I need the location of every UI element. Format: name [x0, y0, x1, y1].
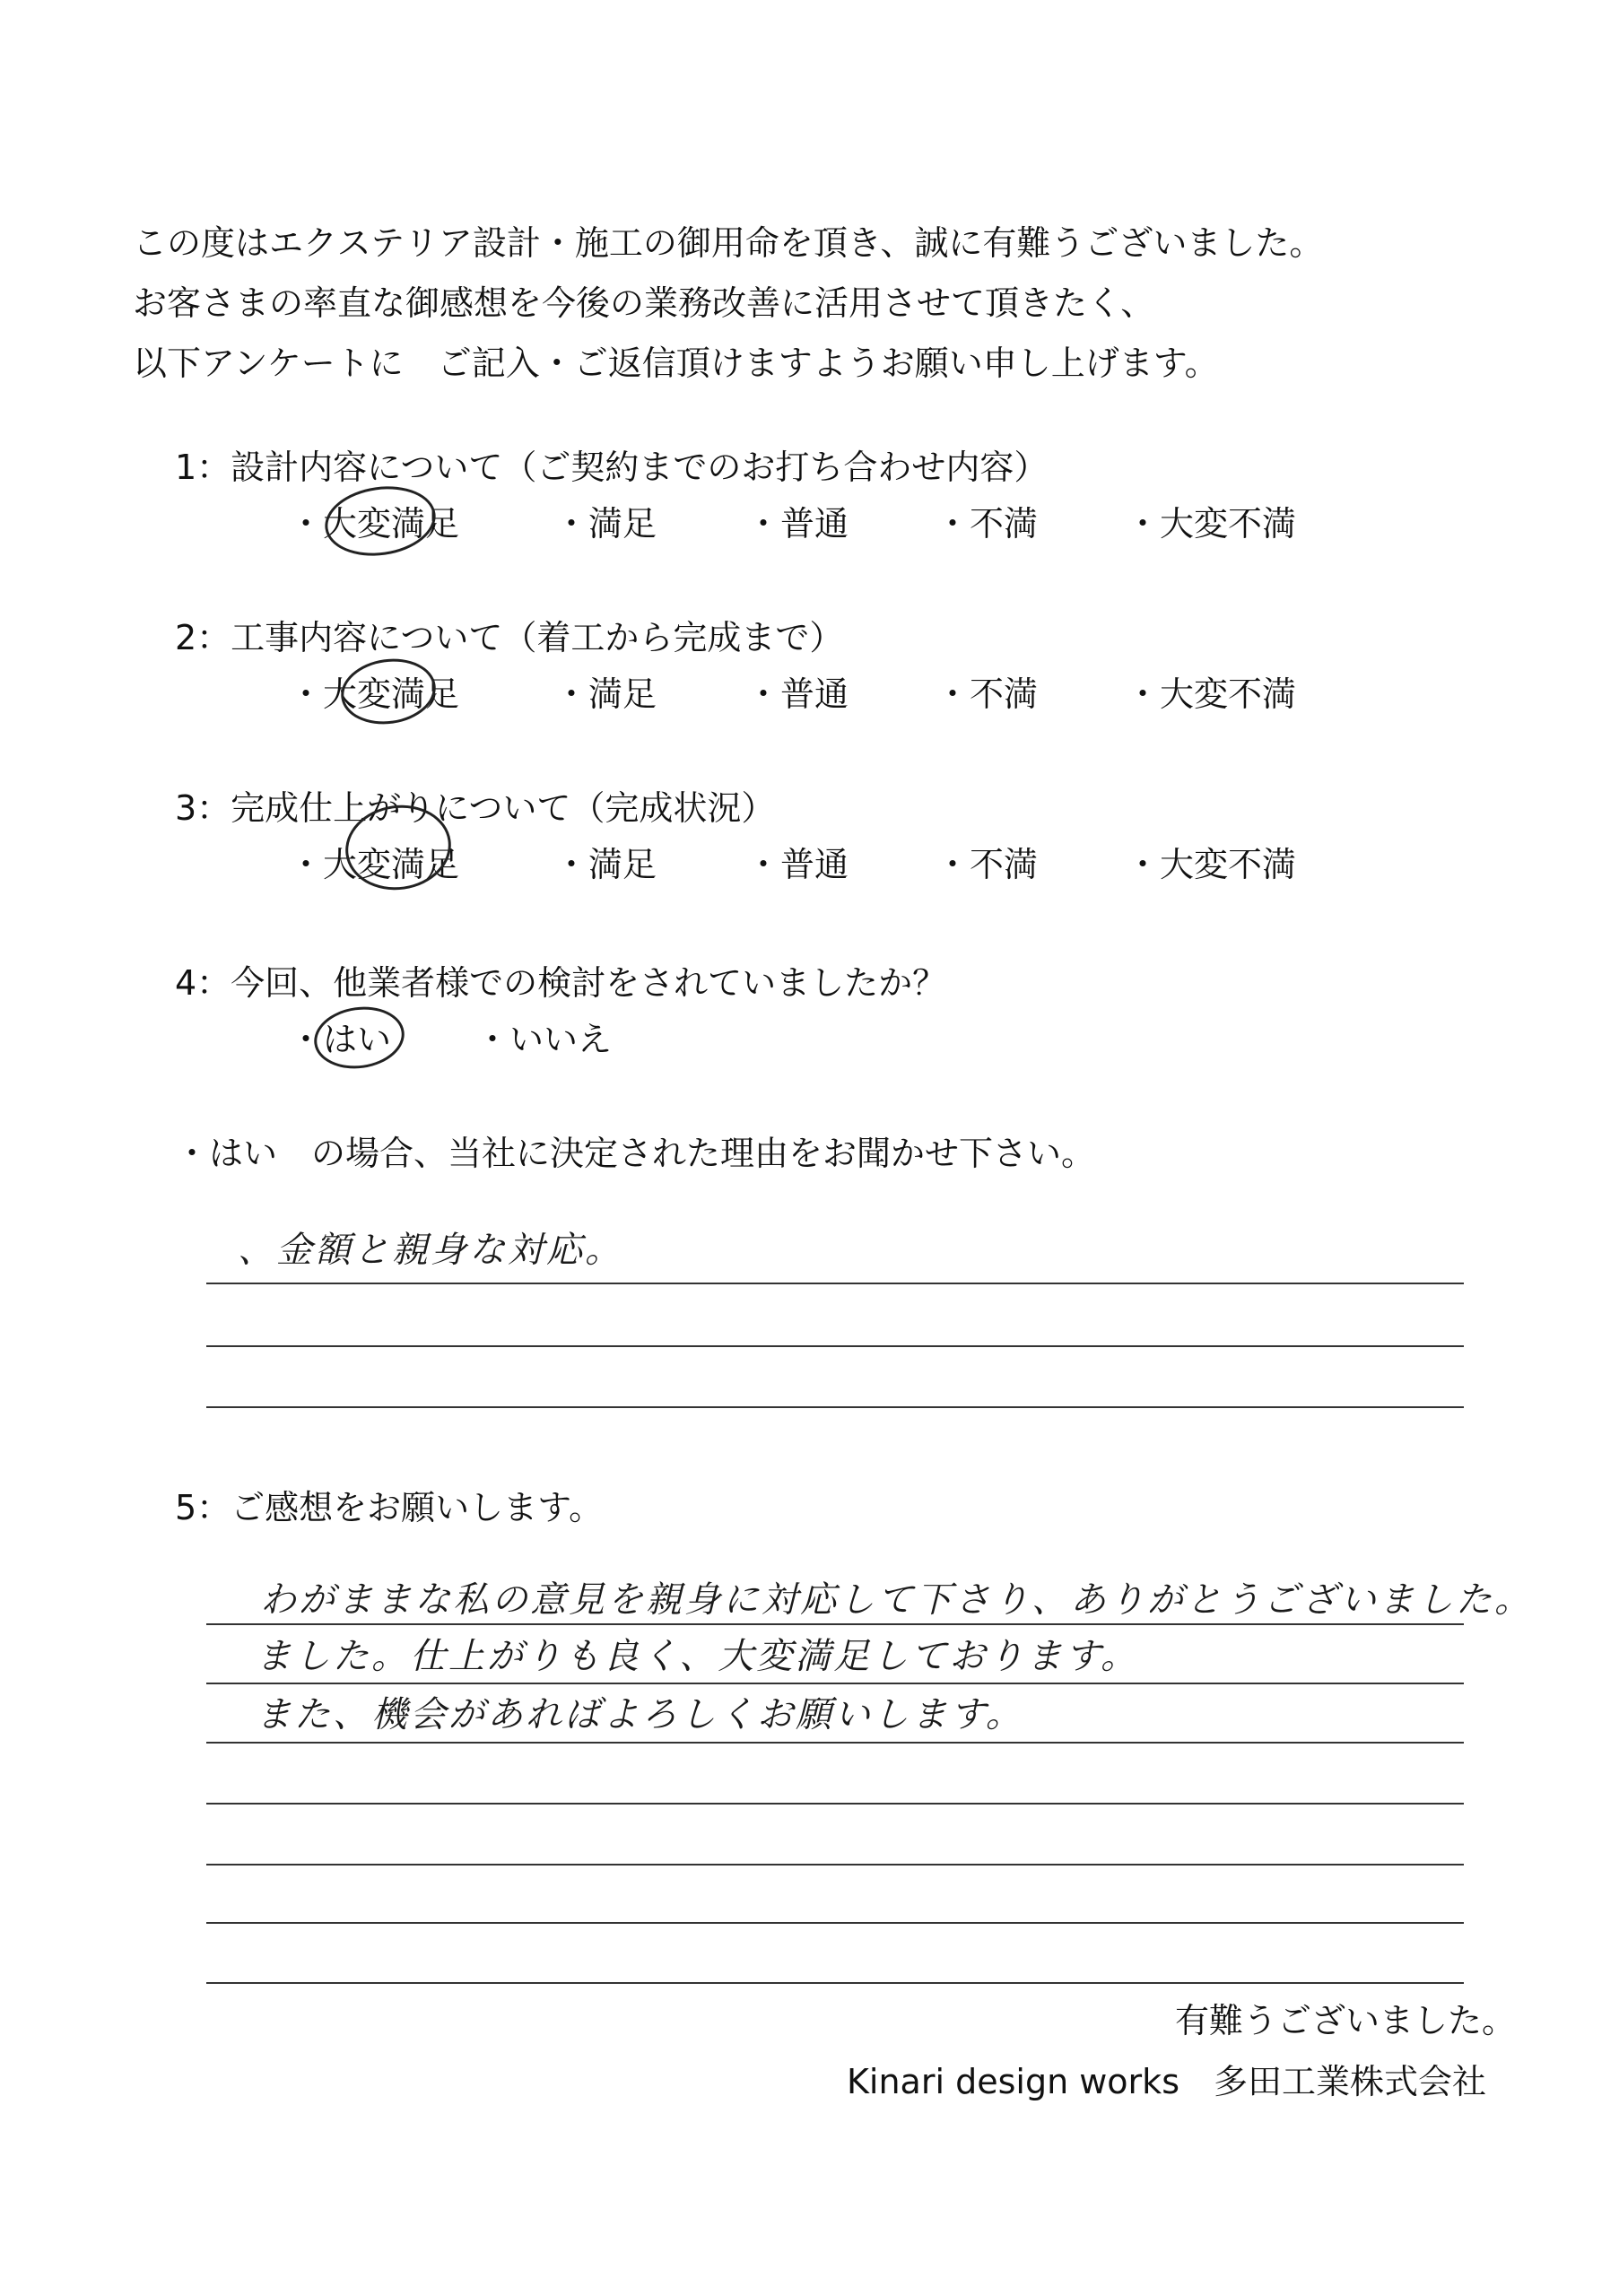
q3-option-very-satisfied[interactable]: ・大変満足 — [289, 845, 460, 884]
answer-line-1 — [206, 1623, 1464, 1625]
q2-option-satisfied[interactable]: ・満足 — [554, 674, 657, 714]
q3-option-satisfied[interactable]: ・満足 — [554, 845, 657, 884]
company-name: Kinari design works 多田工業株式会社 — [846, 2062, 1486, 2101]
question-3-label: 3：完成仕上がりについて（完成状況） — [175, 788, 776, 828]
question-4-label: 4：今回、他業者様での検討をされていましたか？ — [175, 963, 947, 1003]
q2-option-very-satisfied[interactable]: ・大変満足 — [289, 674, 460, 714]
reason-handwritten-answer: 、金額と親身な対応。 — [238, 1230, 623, 1271]
q1-option-dissatisfied[interactable]: ・不満 — [936, 504, 1039, 544]
question-5-label: 5：ご感想をお願いします。 — [175, 1488, 604, 1527]
closing-thanks: 有難うございました。 — [1174, 2001, 1516, 2040]
question-1-label: 1：設計内容について（ご契約までのお打ち合わせ内容） — [175, 448, 1049, 487]
answer-line-2 — [206, 1683, 1464, 1684]
q1-option-very-satisfied[interactable]: ・大変満足 — [289, 504, 460, 544]
q2-option-very-dissatisfied[interactable]: ・大変不満 — [1126, 674, 1297, 714]
reason-label: ・はい の場合、当社に決定された理由をお聞かせ下さい。 — [175, 1134, 1096, 1173]
intro-line-1: この度はエクステリア設計・施工の御用命を頂き、誠に有難うございました。 — [133, 223, 1324, 263]
question-2-label: 2：工事内容について（着工から完成まで） — [175, 618, 844, 657]
reason-line-1 — [206, 1283, 1464, 1284]
answer-line-3 — [206, 1742, 1464, 1744]
impression-line-1: わがままな私の意見を親身に対応して下さり、ありがとうございました。 — [260, 1579, 1533, 1621]
answer-line-5 — [206, 1864, 1464, 1866]
answer-line-4 — [206, 1803, 1464, 1805]
impression-line-3: また、機会があればよろしくお願いします。 — [256, 1694, 1024, 1735]
impression-line-2: ました。仕上がりも良く、大変満足しております。 — [256, 1636, 1139, 1677]
q1-option-satisfied[interactable]: ・満足 — [554, 504, 657, 544]
reason-line-2 — [206, 1345, 1464, 1347]
q3-option-very-dissatisfied[interactable]: ・大変不満 — [1126, 845, 1297, 884]
question-1-options — [0, 496, 1619, 550]
question-4-options — [0, 1012, 1619, 1065]
answer-line-6 — [206, 1922, 1464, 1924]
q2-option-dissatisfied[interactable]: ・不満 — [936, 674, 1039, 714]
q4-option-no[interactable]: ・いいえ — [475, 1020, 613, 1059]
intro-text — [133, 213, 1323, 394]
q2-option-normal[interactable]: ・普通 — [746, 674, 849, 714]
q3-option-dissatisfied[interactable]: ・不満 — [936, 845, 1039, 884]
reason-line-3 — [206, 1406, 1464, 1408]
q1-option-normal[interactable]: ・普通 — [746, 504, 849, 544]
q4-option-yes[interactable]: ・はい — [289, 1020, 392, 1059]
q3-option-normal[interactable]: ・普通 — [746, 845, 849, 884]
intro-line-2: お客さまの率直な御感想を今後の業務改善に活用させて頂きたく、 — [133, 283, 1155, 323]
answer-line-7 — [206, 1982, 1464, 1984]
q1-option-very-dissatisfied[interactable]: ・大変不満 — [1126, 504, 1297, 544]
question-2-options — [0, 666, 1619, 720]
intro-line-3: 以下アンケートに ご記入・ご返信頂けますようお願い申し上げます。 — [133, 344, 1219, 383]
question-3-options — [0, 837, 1619, 891]
